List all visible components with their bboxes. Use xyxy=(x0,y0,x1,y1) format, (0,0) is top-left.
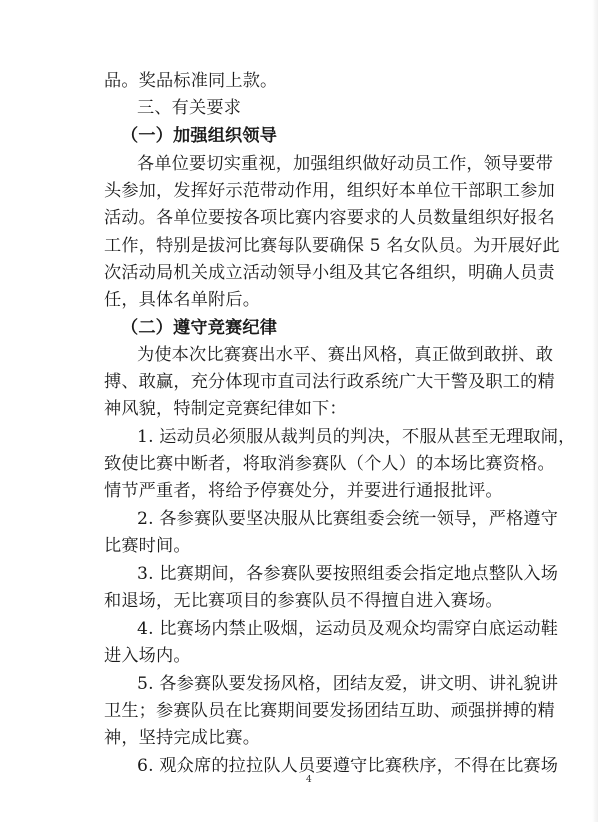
text-line: 神，坚持完成比赛。 xyxy=(104,728,261,748)
text-line: 神风貌，特制定竞赛纪律如下： xyxy=(104,399,347,419)
text-line: 为使本次比赛赛出水平、赛出风格，真正做到敢拼、敢 xyxy=(137,345,554,365)
text-line: 各单位要切实重视，加强组织做好动员工作，领导要带 xyxy=(137,154,554,174)
section-heading: 三、有关要求 xyxy=(137,98,242,118)
text-line: 比赛时间。 xyxy=(104,536,191,556)
text-line: 致使比赛中断者，将取消参赛队（个人）的本场比赛资格。 xyxy=(104,454,555,474)
page-edge-shadow xyxy=(592,0,598,822)
text-line: 5. 各参赛队要发扬风格，团结友爱，讲文明、讲礼貌讲 xyxy=(137,674,559,694)
text-line: 卫生；参赛队员在比赛期间要发扬团结互助、顽强拼搏的精 xyxy=(104,701,555,721)
text-line: 6. 观众席的拉拉队人员要遵守比赛秩序，不得在比赛场 xyxy=(137,756,559,776)
subsection-heading: （一）加强组织领导 xyxy=(121,126,278,146)
text-line: 工作，特别是拔河比赛每队要确保 5 名女队员。为开展好此 xyxy=(104,236,560,256)
page-number: 4 xyxy=(306,775,312,785)
text-line: 任，具体名单附后。 xyxy=(104,290,261,310)
text-line: 搏、敢赢，充分体现市直司法行政系统广大干警及职工的精 xyxy=(104,372,555,392)
text-line: 头参加，发挥好示范带动作用，组织好本单位干部职工参加 xyxy=(104,181,555,201)
text-line: 和退场，无比赛项目的参赛队员不得擅自进入赛场。 xyxy=(104,591,503,611)
text-line: 进入场内。 xyxy=(104,646,191,666)
text-line: 2. 各参赛队要坚决服从比赛组委会统一领导，严格遵守 xyxy=(137,509,559,529)
text-line: 4. 比赛场内禁止吸烟，运动员及观众均需穿白底运动鞋 xyxy=(137,619,559,639)
text-line: 品。奖品标准同上款。 xyxy=(104,71,278,91)
text-line: 次活动局机关成立活动领导小组及其它各组织，明确人员责 xyxy=(104,263,555,283)
text-line: 3. 比赛期间，各参赛队要按照组委会指定地点整队入场 xyxy=(137,564,559,584)
text-line: 1. 运动员必须服从裁判员的判决，不服从甚至无理取闹， xyxy=(137,427,576,447)
text-line: 情节严重者，将给予停赛处分，并要进行通报批评。 xyxy=(104,481,503,501)
text-line: 活动。各单位要按各项比赛内容要求的人员数量组织好报名 xyxy=(104,208,555,228)
subsection-heading: （二）遵守竞赛纪律 xyxy=(121,318,278,338)
